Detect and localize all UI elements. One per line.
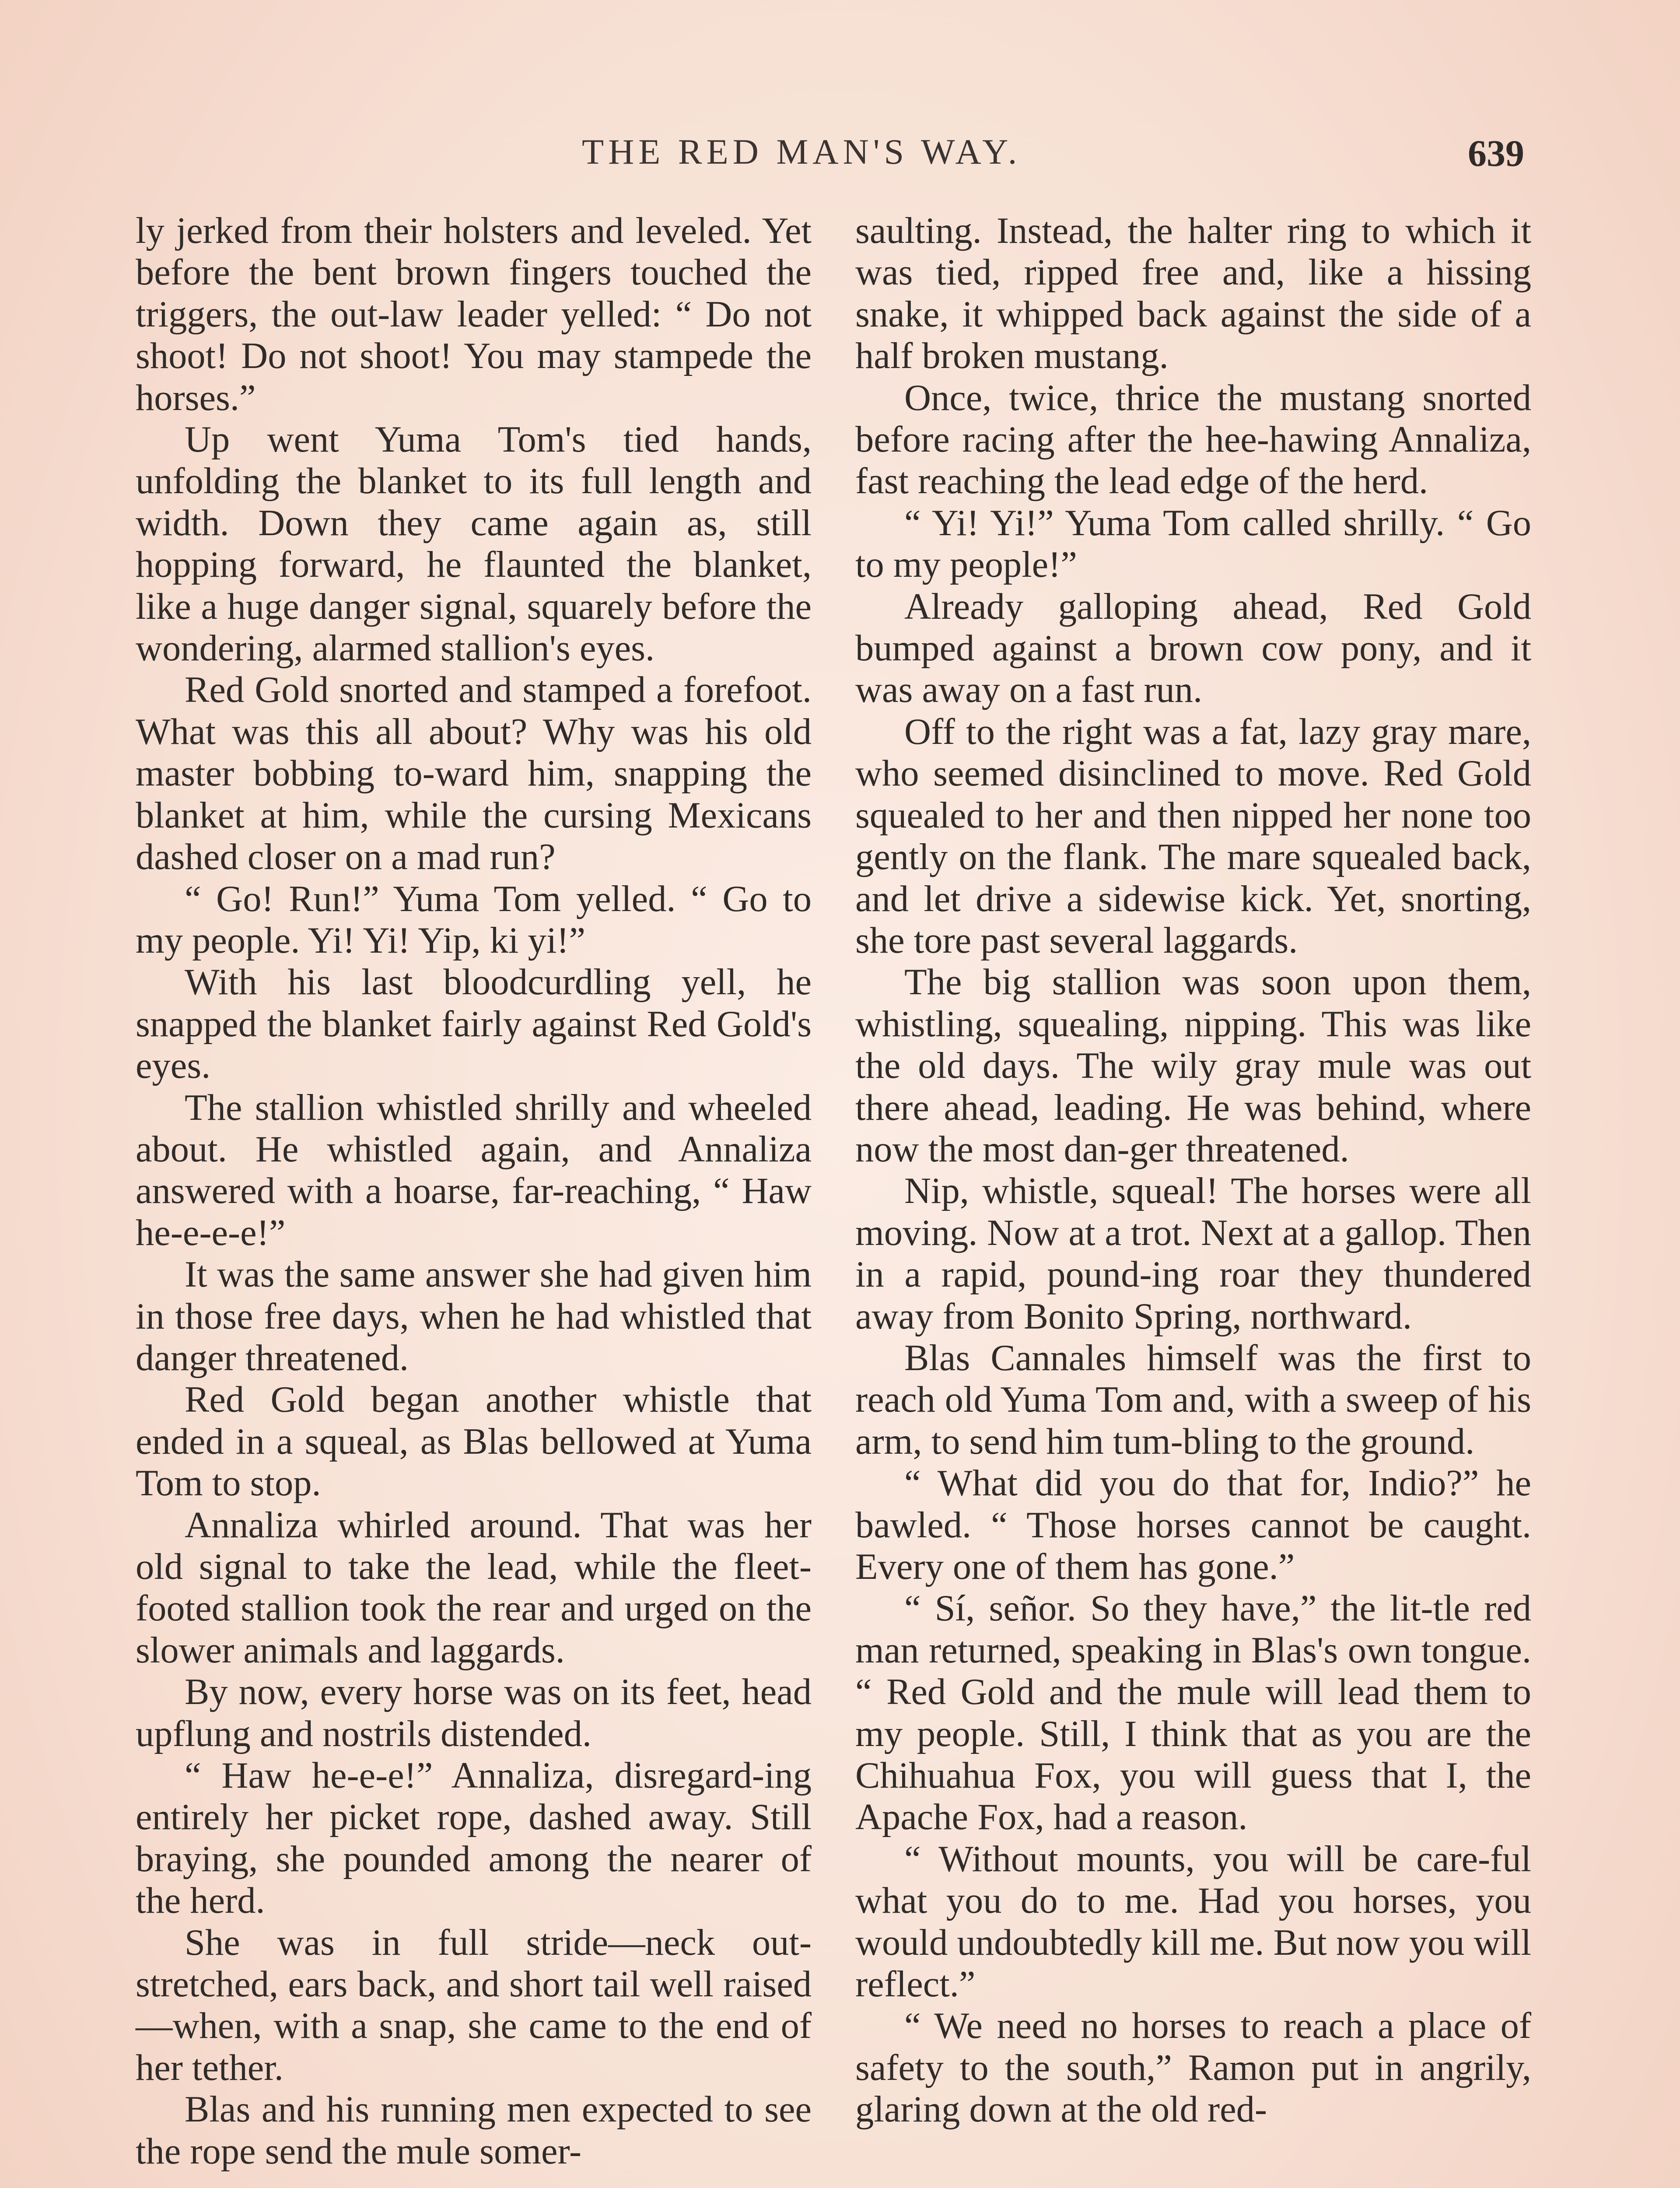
paragraph: Red Gold snorted and stamped a forefoot. What was this all about? Why was his old master bobbing to-ward him, snapping the blanket at him, while the cursing Mexicans dashed closer on a mad run? xyxy=(136,670,812,878)
paragraph: “ Yi! Yi!” Yuma Tom called shrilly. “ Go to my people!” xyxy=(855,502,1531,586)
paragraph: Once, twice, thrice the mustang snorted before racing after the hee-hawing Annaliza, fast reaching the lead edge of the herd. xyxy=(855,377,1531,502)
paragraph: “ Sí, señor. So they have,” the lit-tle red man returned, speaking in Blas's own tongue. “ Red Gold and the mule will lead them to my people. Still, I think that as you are the Chihuahua Fox, you will guess that I, the Apache Fox, had a reason. xyxy=(855,1588,1531,1838)
paragraph: “ Haw he-e-e!” Annaliza, disregard-ing entirely her picket rope, dashed away. Still braying, she pounded among the nearer of the herd. xyxy=(136,1755,812,1922)
paragraph: Already galloping ahead, Red Gold bumped against a brown cow pony, and it was away on a fast run. xyxy=(855,586,1531,711)
paragraph: It was the same answer she had given him in those free days, when he had whistled that danger threatened. xyxy=(136,1254,812,1378)
right-column xyxy=(855,210,1531,2131)
paragraph: Off to the right was a fat, lazy gray mare, who seemed disinclined to move. Red Gold squealed to her and then nipped her none too gently on the flank. The mare squealed back, and let drive a sidewise kick. Yet, snorting, she tore past several laggards. xyxy=(855,711,1531,961)
page-number: 639 xyxy=(1468,132,1524,174)
paragraph: The stallion whistled shrilly and wheeled about. He whistled again, and Annaliza answered with a hoarse, far-reaching, “ Haw he-e-e-e!” xyxy=(136,1087,812,1253)
left-column xyxy=(136,210,812,2172)
paragraph: Red Gold began another whistle that ended in a squeal, as Blas bellowed at Yuma Tom to stop. xyxy=(136,1379,812,1504)
paragraph: Blas Cannales himself was the first to reach old Yuma Tom and, with a sweep of his arm, to send him tum-bling to the ground. xyxy=(855,1337,1531,1462)
paragraph: Nip, whistle, squeal! The horses were all moving. Now at a trot. Next at a gallop. Then in a rapid, pound-ing roar they thundered away from Bonito Spring, northward. xyxy=(855,1171,1531,1337)
paragraph: The big stallion was soon upon them, whistling, squealing, nipping. This was like the old days. The wily gray mule was out there ahead, leading. He was behind, where now the most dan-ger threatened. xyxy=(855,962,1531,1170)
paragraph: saulting. Instead, the halter ring to which it was tied, ripped free and, like a hissing snake, it whipped back against the side of a half broken mustang. xyxy=(855,210,1531,377)
paragraph: Annaliza whirled around. That was her old signal to take the lead, while the fleet-footed stallion took the rear and urged on the slower animals and laggards. xyxy=(136,1504,812,1671)
running-title: THE RED MAN'S WAY. xyxy=(582,132,1022,172)
paragraph: “ What did you do that for, Indio?” he bawled. “ Those horses cannot be caught. Every one of them has gone.” xyxy=(855,1463,1531,1587)
paragraph: Up went Yuma Tom's tied hands, unfolding the blanket to its full length and width. Down they came again as, still hopping forward, he flaunted the blanket, like a huge danger signal, squarely before the wondering, alarmed stallion's eyes. xyxy=(136,419,812,669)
paragraph: ly jerked from their holsters and leveled. Yet before the bent brown fingers touched the triggers, the out-law leader yelled: “ Do not shoot! Do not shoot! You may stampede the horses.” xyxy=(136,210,812,418)
paragraph: By now, every horse was on its feet, head upflung and nostrils distended. xyxy=(136,1672,812,1754)
paragraph: “ We need no horses to reach a place of safety to the south,” Ramon put in angrily, glaring down at the old red- xyxy=(855,2006,1531,2130)
paragraph: With his last bloodcurdling yell, he snapped the blanket fairly against Red Gold's eyes. xyxy=(136,962,812,1087)
paragraph: Blas and his running men expected to see the rope send the mule somer- xyxy=(136,2089,812,2172)
paragraph: “ Go! Run!” Yuma Tom yelled. “ Go to my people. Yi! Yi! Yip, ki yi!” xyxy=(136,878,812,961)
paragraph: She was in full stride—neck out-stretched, ears back, and short tail well raised—when, with a snap, she came to the end of her tether. xyxy=(136,1922,812,2088)
paragraph: “ Without mounts, you will be care-ful what you do to me. Had you horses, you would undoubtedly kill me. But now you will reflect.” xyxy=(855,1838,1531,2005)
